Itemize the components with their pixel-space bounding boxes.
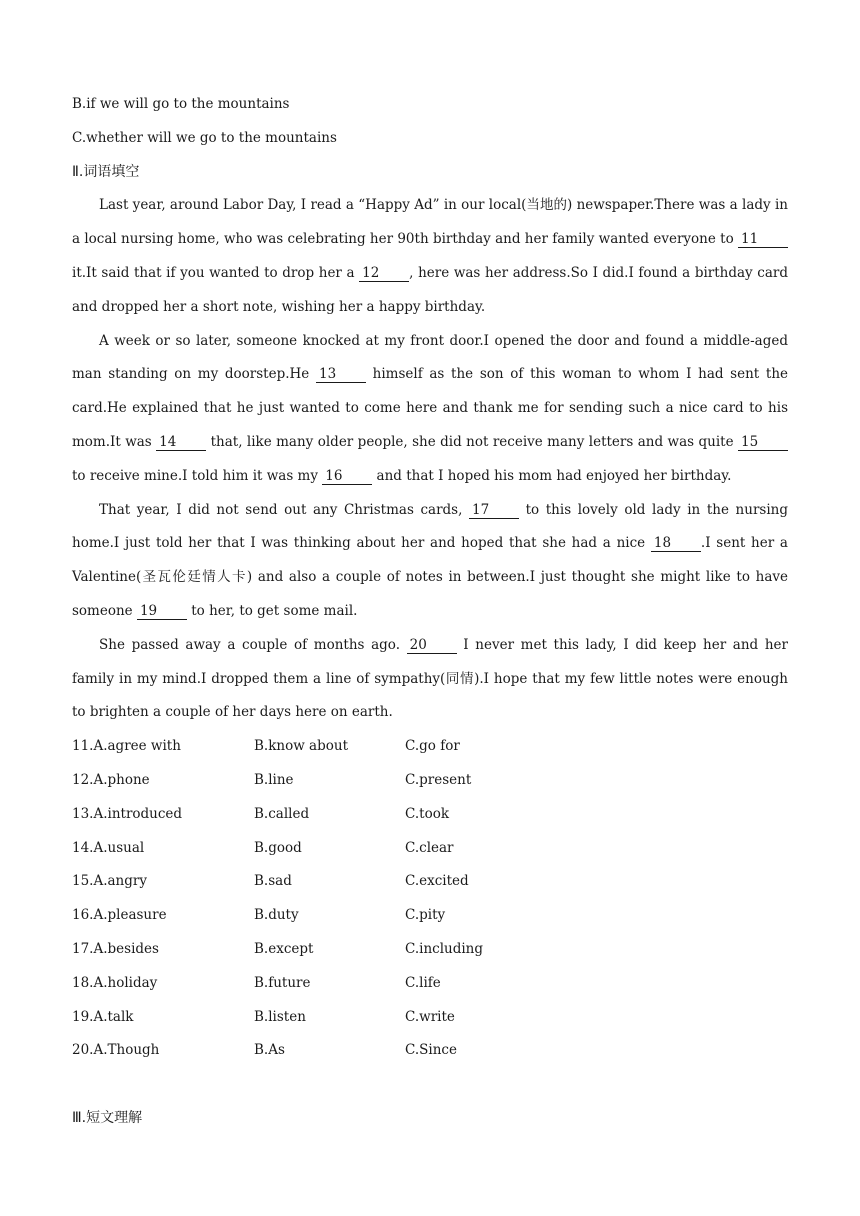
option-b: B.sad xyxy=(254,873,292,890)
option-row xyxy=(72,730,788,764)
option-row xyxy=(72,865,788,899)
option-row xyxy=(72,832,788,866)
passage-text: She passed away a couple of months ago. xyxy=(99,636,407,653)
option-b: B.As xyxy=(254,1042,285,1059)
option-a: 17.A.besides xyxy=(72,940,159,957)
blank-number: 19 xyxy=(137,603,187,620)
option-c: C.excited xyxy=(405,873,469,890)
option-b: B.line xyxy=(254,771,294,788)
passage-text: to receive mine.I told him it was my xyxy=(72,467,323,484)
blank-number: 18 xyxy=(651,535,701,552)
option-c: C.go for xyxy=(405,738,460,755)
option-b: B.except xyxy=(254,940,314,957)
option-a: 14.A.usual xyxy=(72,839,145,856)
blank-number: 20 xyxy=(407,637,457,654)
blank-number: 13 xyxy=(316,366,366,383)
passage-text: A week or so later, someone knocked at my front door.I opened the door and found a middle-aged man standing on my doorstep.He xyxy=(72,332,788,383)
option-row xyxy=(72,1001,788,1035)
option-a: 16.A.pleasure xyxy=(72,907,167,924)
option-c: C.including xyxy=(405,940,484,957)
passage-text: to her, to get some mail. xyxy=(186,602,358,619)
blank-number: 11 xyxy=(738,231,788,248)
option-c: C.write xyxy=(405,1008,455,1025)
option-c: C.Since xyxy=(405,1042,457,1059)
passage-text: , here was her address.So I did.I found a birthday card and dropped her a short note, wishing her a happy birthday. xyxy=(72,264,788,315)
passage-paragraph xyxy=(72,629,788,730)
option-b: B.future xyxy=(254,974,311,991)
passage-text: I never met this lady, I did keep her and her family in my mind.I dropped them a line of sympathy(同情).I hope that my few little notes were enough to brighten a couple of her days here on earth. xyxy=(72,636,788,721)
option-c: C.clear xyxy=(405,839,454,856)
option-b: B.duty xyxy=(254,907,299,924)
option-b: B.listen xyxy=(254,1008,306,1025)
passage-paragraph xyxy=(72,494,788,629)
section-3-title: Ⅲ.短文理解 xyxy=(72,1109,143,1126)
blank-number: 15 xyxy=(738,434,788,451)
passage-text: to this lovely old lady in the nursing home.I just told her that I was thinking about her and hoped that she had a nice xyxy=(72,501,788,552)
option-row xyxy=(72,798,788,832)
blank-number: 16 xyxy=(322,468,372,485)
passage-text: That year, I did not send out any Christmas cards, xyxy=(99,501,469,518)
option-a: 18.A.holiday xyxy=(72,974,158,991)
options-list xyxy=(72,730,788,1068)
passage xyxy=(72,189,788,730)
section-2-title: Ⅱ.词语填空 xyxy=(72,163,140,180)
blank-number: 17 xyxy=(469,502,519,519)
option-a: 15.A.angry xyxy=(72,873,147,890)
option-a: 20.A.Though xyxy=(72,1042,160,1059)
passage-paragraph xyxy=(72,189,788,324)
prev-option-b: B.if we will go to the mountains xyxy=(72,96,290,112)
option-b: B.called xyxy=(254,805,310,822)
blank-number: 14 xyxy=(156,434,206,451)
option-b: B.good xyxy=(254,839,302,856)
passage-text: himself as the son of this woman to whom I had sent the card.He explained that he just wanted to come here and thank me for sending such a nice card to his mom.It was xyxy=(72,366,789,450)
option-c: C.took xyxy=(405,805,450,822)
passage-text: and that I hoped his mom had enjoyed her birthday. xyxy=(372,467,732,484)
passage-text: that, like many older people, she did not receive many letters and was quite xyxy=(206,433,738,450)
prev-option-c: C.whether will we go to the mountains xyxy=(72,129,337,146)
option-a: 11.A.agree with xyxy=(72,738,181,755)
passage-text: .I sent her a Valentine(圣瓦伦廷情人卡) and also a couple of notes in between.I just thought she might like to have someone xyxy=(72,535,788,619)
option-a: 19.A.talk xyxy=(72,1008,134,1025)
option-row xyxy=(72,967,788,1001)
option-row xyxy=(72,1034,788,1068)
passage-text: it.It said that if you wanted to drop her a xyxy=(72,264,360,281)
option-row xyxy=(72,933,788,967)
option-row xyxy=(72,899,788,933)
option-c: C.present xyxy=(405,771,472,788)
option-c: C.life xyxy=(405,974,441,991)
option-row xyxy=(72,764,788,798)
blank-number: 12 xyxy=(359,265,409,282)
option-c: C.pity xyxy=(405,907,446,924)
document-page xyxy=(72,88,788,1136)
option-b: B.know about xyxy=(254,738,348,755)
option-a: 12.A.phone xyxy=(72,771,150,788)
passage-paragraph xyxy=(72,325,788,494)
passage-text: Last year, around Labor Day, I read a “Happy Ad” in our local(当地的) newspaper.There was a lady in a local nursing home, who was celebrating her 90th birthday and her family wanted everyone to xyxy=(72,197,788,248)
option-a: 13.A.introduced xyxy=(72,805,183,822)
